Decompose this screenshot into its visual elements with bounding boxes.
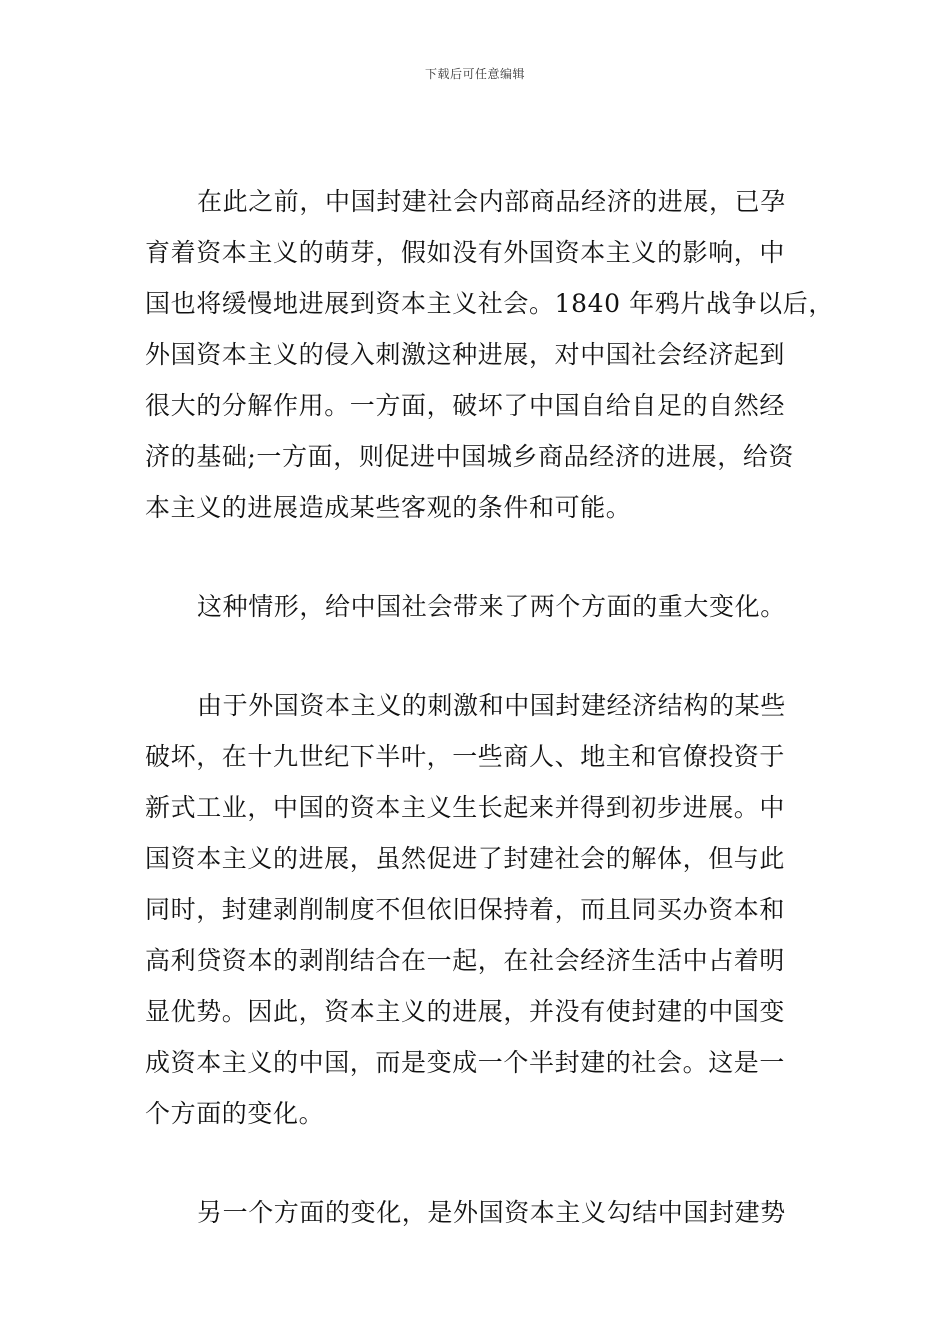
paragraph-line: 显优势。因此，资本主义的进展，并没有使封建的中国变 [145,997,786,1026]
page-header: 下载后可任意编辑 [424,67,525,81]
paragraph-line: 国资本主义的进展，虽然促进了封建社会的解体，但与此 [145,844,786,873]
paragraph-spacer [145,632,810,680]
paragraph-line: 这种情形，给中国社会带来了两个方面的重大变化。 [197,592,786,621]
paragraph-line: 由于外国资本主义的刺激和中国封建经济结构的某些 [197,691,786,720]
paragraph-line: 同时，封建剥削制度不但依旧保持着，而且同买办资本和 [145,895,786,924]
paragraph-line: 外国资本主义的侵入刺激这种进展，对中国社会经济起到 [145,340,786,369]
paragraph-line: 育着资本主义的萌芽，假如没有外国资本主义的影响，中 [145,238,786,267]
paragraph-line: 济的基础;一方面，则促进中国城乡商品经济的进展，给资 [145,442,795,471]
paragraph-line: 很大的分解作用。一方面，破坏了中国自给自足的自然经 [145,391,786,420]
paragraph-line: 个方面的变化。 [145,1099,325,1128]
paragraph-line: 本主义的进展造成某些客观的条件和可能。 [145,493,632,522]
document-body [145,176,834,1238]
paragraph-spacer [145,533,810,581]
paragraph-spacer [145,1139,810,1187]
paragraph-line: 新式工业，中国的资本主义生长起来并得到初步进展。中 [145,793,786,822]
paragraph-line: 国也将缓慢地进展到资本主义社会。1840 年鸦片战争以后， [145,289,834,318]
paragraph-3 [145,680,810,1139]
paragraph-4 [145,1187,810,1238]
paragraph-1 [145,176,834,533]
paragraph-line: 成资本主义的中国，而是变成一个半封建的社会。这是一 [145,1048,786,1077]
paragraph-2 [145,581,810,632]
paragraph-line: 破坏，在十九世纪下半叶，一些商人、地主和官僚投资于 [145,742,786,771]
paragraph-line: 高利贷资本的剥削结合在一起，在社会经济生活中占着明 [145,946,786,975]
paragraph-line: 在此之前，中国封建社会内部商品经济的进展，已孕 [197,187,786,216]
paragraph-line: 另一个方面的变化，是外国资本主义勾结中国封建势 [197,1198,786,1227]
